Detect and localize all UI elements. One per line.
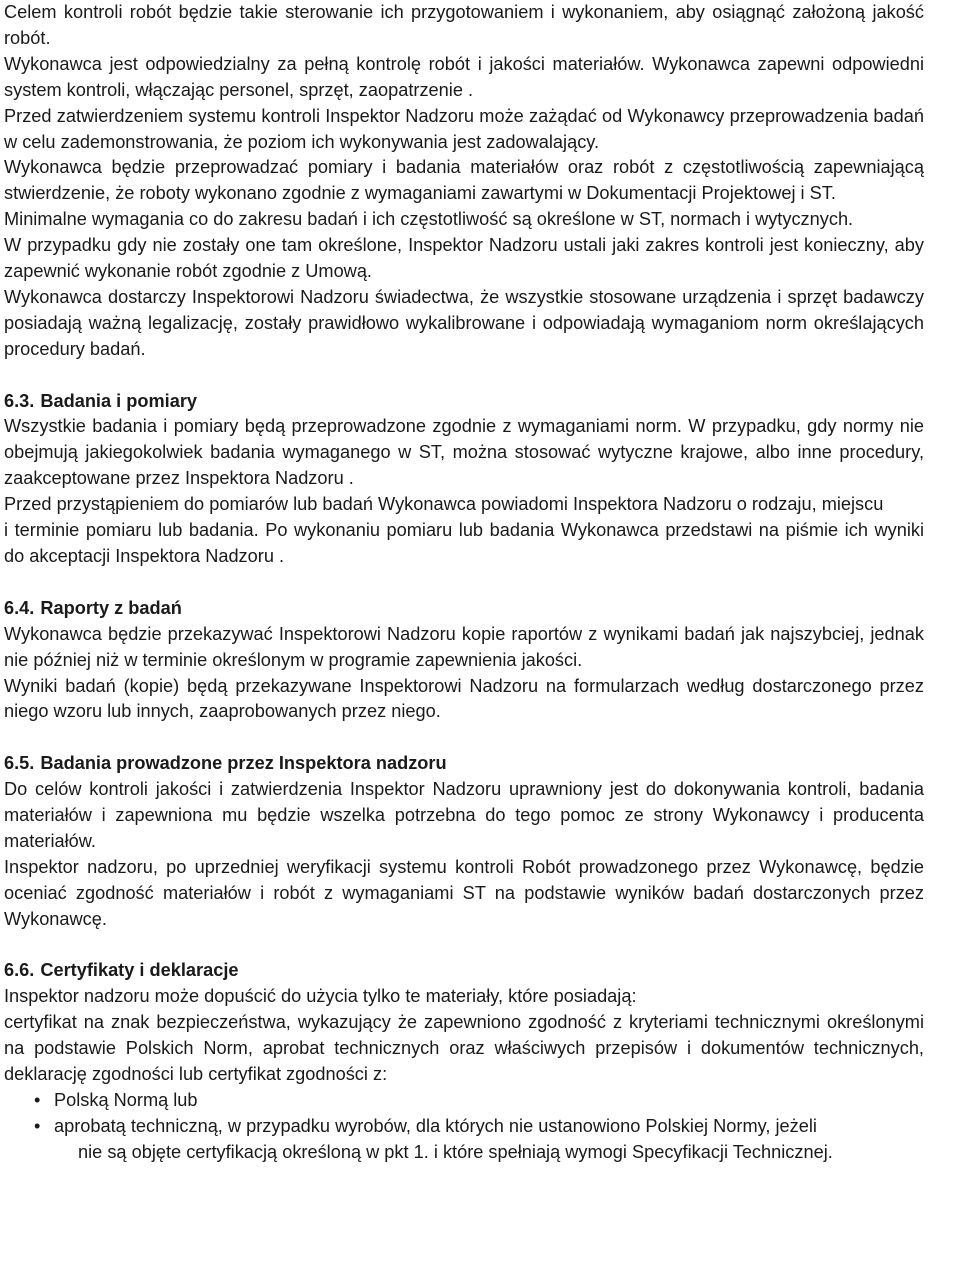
section-6-4-paragraph-1: Wykonawca będzie przekazywać Inspektorowi Nadzoru kopie raportów z wynikami badań jak najszybciej, jednak nie później niż w terminie określonym w programie zapewnienia jakości. xyxy=(4,623,924,670)
section-title: Certyfikaty i deklaracje xyxy=(40,960,239,981)
section-6-6-paragraph-2: certyfikat na znak bezpieczeństwa, wykazujący że zapewniono zgodność z kryteriami technicznymi określonymi na podstawie Polskich Norm, aprobat technicznych oraz właściwych przepisów i dokumentów technicznych, deklarację zgodności lub certyfikat zgodności z: xyxy=(4,1012,924,1085)
section-number: 6.5. xyxy=(4,753,35,774)
section-title: Badania prowadzone przez Inspektora nadzoru xyxy=(40,753,447,774)
section-spacer xyxy=(4,570,924,596)
list-item xyxy=(34,1114,924,1166)
section-heading-6-6 xyxy=(4,958,924,984)
section-6-6-paragraph-1: Inspektor nadzoru może dopuścić do użycia tylko te materiały, które posiadają: xyxy=(4,986,637,1007)
section-heading-6-3 xyxy=(4,389,924,415)
section-6-3-paragraph-3: i terminie pomiaru lub badania. Po wykonaniu pomiaru lub badania Wykonawca przedstawi na piśmie ich wyniki do akceptacji Inspektora Nadzoru . xyxy=(4,520,924,567)
intro-paragraph-4: Wykonawca będzie przeprowadzać pomiary i badania materiałów oraz robót z częstotliwością zapewniającą stwierdzenie, że roboty wykonano zgodnie z wymaganiami zawartymi w Dokumentacji Projektowej i ST. xyxy=(4,157,924,204)
section-6-5-paragraph-2: Inspektor nadzoru, po uprzedniej weryfikacji systemu kontroli Robót prowadzonego przez Wykonawcę, będzie oceniać zgodność materiałów i robót z wymaganiami ST na podstawie wyników badań dostarczonych przez Wykonawcę. xyxy=(4,856,924,929)
intro-paragraph-3: Przed zatwierdzeniem systemu kontroli Inspektor Nadzoru może zażądać od Wykonawcy przeprowadzenia badań w celu zademonstrowania, że poziom ich wykonywania jest zadowalający. xyxy=(4,105,924,152)
intro-paragraph-2: Wykonawca jest odpowiedzialny za pełną kontrolę robót i jakości materiałów. Wykonawca zapewni odpowiedni system kontroli, włączając personel, sprzęt, zaopatrzenie . xyxy=(4,53,924,100)
section-heading-6-5 xyxy=(4,751,924,777)
section-6-3-paragraph-2: Przed przystąpieniem do pomiarów lub badań Wykonawca powiadomi Inspektora Nadzoru o rodzaju, miejscu xyxy=(4,494,884,515)
intro-paragraph-1: Celem kontroli robót będzie takie sterowanie ich przygotowaniem i wykonaniem, aby osiągnąć założoną jakość robót. xyxy=(4,2,924,48)
document-page xyxy=(4,0,924,1166)
section-number: 6.6. xyxy=(4,960,35,981)
section-number: 6.3. xyxy=(4,390,35,411)
section-heading-6-4 xyxy=(4,596,924,622)
section-spacer xyxy=(4,933,924,959)
intro-paragraph-7: Wykonawca dostarczy Inspektorowi Nadzoru świadectwa, że wszystkie stosowane urządzenia i sprzęt badawczy posiadają ważną legalizację, zostały prawidłowo wykalibrowane i odpowiadają wymaganiom norm określających procedury badań. xyxy=(4,286,924,359)
list-item-continuation: nie są objęte certyfikacją określoną w pkt 1. i które spełniają wymogi Specyfikacji Technicznej. xyxy=(78,1141,833,1162)
section-spacer xyxy=(4,725,924,751)
section-title: Badania i pomiary xyxy=(40,390,198,411)
section-spacer xyxy=(4,363,924,389)
bullet-list xyxy=(4,1088,924,1166)
section-title: Raporty z badań xyxy=(40,597,182,618)
section-6-4-paragraph-2: Wyniki badań (kopie) będą przekazywane Inspektorowi Nadzoru na formularzach według dostarczonego przez niego wzoru lub innych, zaaprobowanych przez niego. xyxy=(4,675,924,722)
list-item-text: Polską Normą lub xyxy=(54,1090,198,1110)
list-item xyxy=(34,1088,924,1114)
intro-paragraph-5: Minimalne wymagania co do zakresu badań i ich częstotliwość są określone w ST, normach i wytycznych. xyxy=(4,209,854,230)
list-item-text: aprobatą techniczną, w przypadku wyrobów, dla których nie ustanowiono Polskiej Normy, jeżeli xyxy=(54,1115,817,1136)
section-6-3-paragraph-1: Wszystkie badania i pomiary będą przeprowadzone zgodnie z wymaganiami norm. W przypadku, gdy normy nie obejmują jakiegokolwiek badania wymaganego w ST, można stosować wytyczne krajowe, albo inne procedury, zaakceptowane przez Inspektora Nadzoru . xyxy=(4,416,924,489)
section-6-5-paragraph-1: Do celów kontroli jakości i zatwierdzenia Inspektor Nadzoru uprawniony jest do dokonywania kontroli, badania materiałów i zapewniona mu będzie wszelka potrzebna do tego pomoc ze strony Wykonawcy i producenta materiałów. xyxy=(4,779,924,851)
section-number: 6.4. xyxy=(4,597,35,618)
intro-paragraph-6: W przypadku gdy nie zostały one tam określone, Inspektor Nadzoru ustali jaki zakres kontroli jest konieczny, aby zapewnić wykonanie robót zgodnie z Umową. xyxy=(4,235,924,282)
